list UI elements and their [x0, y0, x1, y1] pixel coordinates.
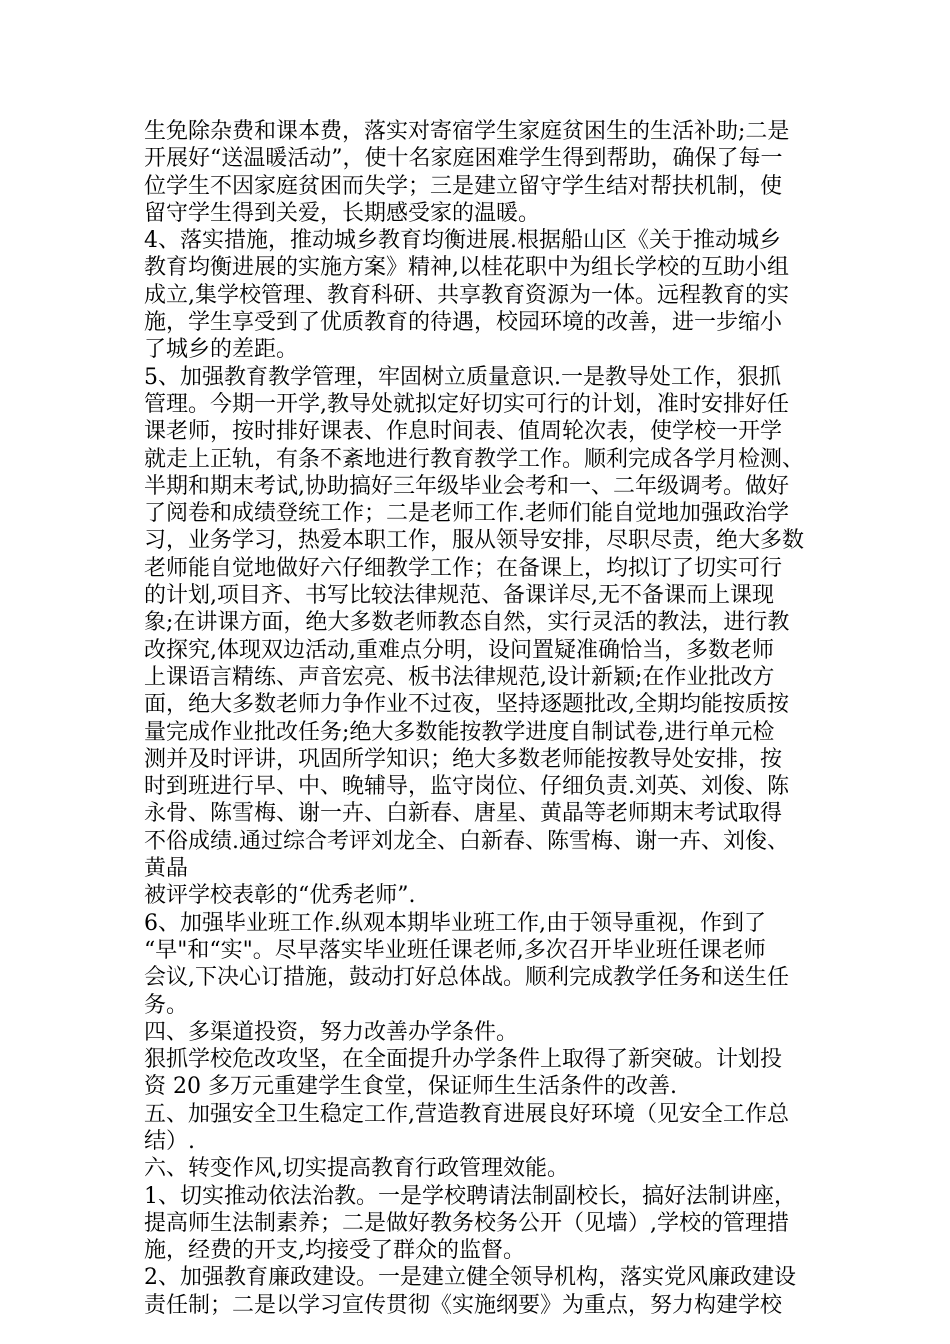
text-line: 教育均衡进展的实施方案》精神,以桂花职中为组长学校的互助小组	[144, 255, 789, 281]
text-line: 时到班进行早、中、晚辅导，监守岗位、仔细负责.刘英、刘俊、陈	[144, 774, 789, 800]
text-line: 就走上正轨，有条不紊地进行教育教学工作。顺利完成各学月检测、	[144, 446, 805, 472]
text-line: 被评学校表彰的“优秀老师”.	[144, 883, 416, 909]
text-line: 的计划,项目齐、书写比较法律规范、备课详尽,无不备课而上课现	[144, 583, 774, 609]
text-line: 提高师生法制素养；二是做好教务校务公开（见墙）,学校的管理措	[144, 1210, 789, 1236]
text-line: 开展好“送温暖活动”，使十名家庭困难学生得到帮助，确保了每一	[144, 146, 783, 172]
text-line: 改探究,体现双边活动,重难点分明，设问置疑准确恰当，多数老师	[144, 637, 774, 663]
text-line: 管理。今期一开学,教导处就拟定好切实可行的计划，准时安排好任	[144, 391, 789, 417]
text-line: 务。	[144, 992, 189, 1018]
text-line: 4、落实措施，推动城乡教育均衡进展.根据船山区《关于推动城乡	[144, 228, 781, 254]
text-line: 施，学生享受到了优质教育的待遇，校园环境的改善，进一步缩小	[144, 310, 783, 336]
text-line: 资 20 多万元重建学生食堂，保证师生生活条件的改善.	[144, 1074, 677, 1100]
text-line: 了城乡的差距。	[144, 337, 299, 363]
document-body	[144, 118, 824, 1319]
text-line: 会议,下决心订措施，鼓动打好总体战。顺利完成教学任务和送生任	[144, 965, 789, 991]
text-line: 半期和期末考试,协助搞好三年级毕业会考和一、二年级调考。做好	[144, 473, 789, 499]
text-line: 成立,集学校管理、教育科研、共享教育资源为一体。远程教育的实	[144, 282, 789, 308]
text-line: 永骨、陈雪梅、谢一卉、白新春、唐星、黄晶等老师期末考试取得	[144, 801, 783, 827]
text-line: 责任制；二是以学习宣传贯彻《实施纲要》为重点，努力构建学校	[144, 1292, 783, 1318]
text-line: 结）.	[144, 1128, 195, 1154]
text-line: 五、加强安全卫生稳定工作,营造教育进展良好环境（见安全工作总	[144, 1101, 789, 1127]
text-line: 象;在讲课方面，绝大多数老师教态自然，实行灵活的教法，进行教	[144, 610, 790, 636]
text-line: 习，业务学习，热爱本职工作，服从领导安排，尽职尽责，绝大多数	[144, 528, 805, 554]
text-line: 位学生不因家庭贫困而失学；三是建立留守学生结对帮扶机制，使	[144, 173, 783, 199]
text-line: “早"和“实"。尽早落实毕业班任课老师,多次召开毕业班任课老师	[144, 937, 766, 963]
text-line: 生免除杂费和课本费，落实对寄宿学生家庭贫困生的生活补助;二是	[144, 119, 790, 144]
text-line: 1、切实推动依法治教。一是学校聘请法制副校长，搞好法制讲座，	[144, 1183, 796, 1209]
text-line: 量完成作业批改任务;绝大多数能按教学进度自制试卷,进行单元检	[144, 719, 775, 745]
text-line: 狠抓学校危改攻坚，在全面提升办学条件上取得了新突破。计划投	[144, 1047, 783, 1073]
text-line: 课老师，按时排好课表、作息时间表、值周轮次表，使学校一开学	[144, 419, 783, 445]
text-line: 老师能自觉地做好六仔细教学工作；在备课上，均拟订了切实可行	[144, 555, 783, 581]
text-line: 四、多渠道投资，努力改善办学条件。	[144, 1019, 519, 1045]
text-line: 留守学生得到关爱，长期感受家的温暖。	[144, 200, 541, 226]
text-line: 测并及时评讲，巩固所学知识；绝大多数老师能按教导处安排，按	[144, 746, 783, 772]
text-line: 2、加强教育廉政建设。一是建立健全领导机构，落实党风廉政建设	[144, 1265, 796, 1291]
text-line: 施，经费的开支,均接受了群众的监督。	[144, 1238, 525, 1264]
text-line: 5、加强教育教学管理，牢固树立质量意识.一是教导处工作，狠抓	[144, 364, 781, 390]
text-line: 6、加强毕业班工作.纵观本期毕业班工作,由于领导重视，作到了	[144, 910, 766, 936]
text-line: 面，绝大多数老师力争作业不过夜，坚持逐题批改,全期均能按质按	[144, 692, 789, 718]
text-line: 了阅卷和成绩登统工作；二是老师工作.老师们能自觉地加强政治学	[144, 501, 789, 527]
text-line: 六、转变作风,切实提高教育行政管理效能。	[144, 1156, 569, 1182]
text-line: 不俗成绩.通过综合考评刘龙全、白新春、陈雪梅、谢一卉、刘俊、	[144, 828, 789, 854]
text-line: 上课语言精练、声音宏亮、板书法律规范,设计新颖;在作业批改方	[144, 664, 775, 690]
text-line: 黄晶	[144, 856, 189, 882]
